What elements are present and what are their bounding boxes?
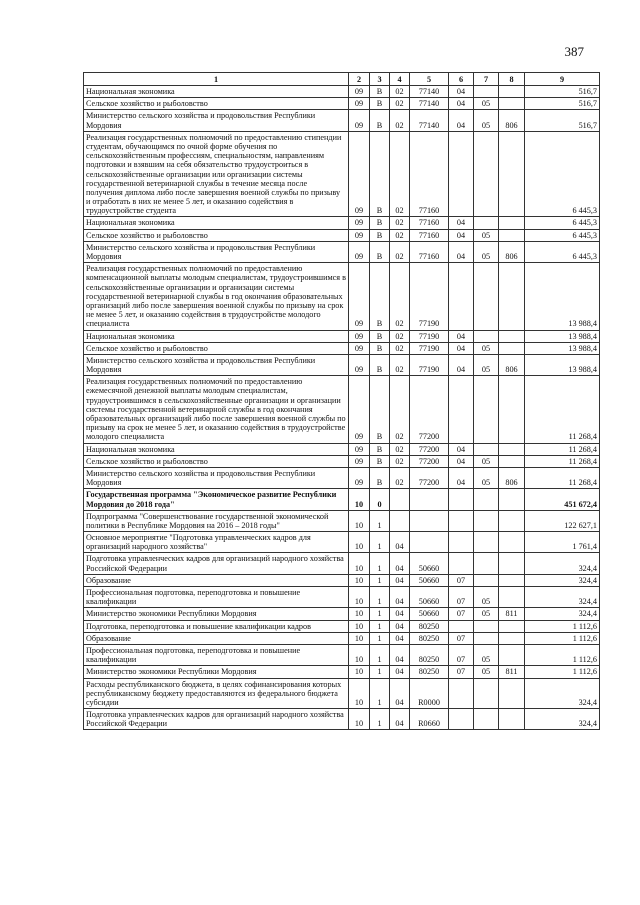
amount-cell: 13 988,4	[525, 330, 600, 342]
amount-cell: 324,4	[525, 587, 600, 608]
amount-cell: 13 988,4	[525, 354, 600, 375]
code-cell: R0000	[410, 678, 449, 709]
row-name: Подпрограмма "Совершенствование государственной экономической политики в Республике Мордовия на 2016 – 2018 годы"	[84, 510, 349, 531]
table-row	[84, 489, 600, 510]
amount-cell: 6 445,3	[525, 229, 600, 241]
column-header: 3	[370, 73, 390, 86]
code-cell: 04	[449, 342, 474, 354]
code-cell: 04	[449, 98, 474, 110]
code-cell: 77160	[410, 241, 449, 262]
code-cell: 04	[390, 587, 410, 608]
code-cell	[449, 510, 474, 531]
code-cell: 09	[349, 86, 370, 98]
code-cell: 10	[349, 574, 370, 586]
code-cell: 05	[474, 241, 499, 262]
code-cell: 77160	[410, 131, 449, 217]
column-header: 2	[349, 73, 370, 86]
row-name: Министерство сельского хозяйства и продовольствия Республики Мордовия	[84, 354, 349, 375]
code-cell	[449, 620, 474, 632]
amount-cell: 6 445,3	[525, 217, 600, 229]
column-header: 8	[499, 73, 525, 86]
code-cell: 04	[390, 632, 410, 644]
table-row	[84, 510, 600, 531]
code-cell: R0660	[410, 709, 449, 730]
amount-cell: 324,4	[525, 678, 600, 709]
table-row	[84, 678, 600, 709]
table-row	[84, 644, 600, 665]
code-cell: 80250	[410, 620, 449, 632]
row-name: Реализация государственных полномочий по предоставлению ежемесячной денежной выплаты молодым специалистам, трудоустроившимся в сельскохозяйственные организации и организации системы государственной ветеринарной службы в год окончания образовательных организаций либо после завершения военной службы по призыву на срок не менее 5 лет, и оказанию содействия в трудоустройстве молодого специалиста	[84, 376, 349, 443]
code-cell: 10	[349, 620, 370, 632]
code-cell	[499, 587, 525, 608]
code-cell	[474, 217, 499, 229]
code-cell: 80250	[410, 644, 449, 665]
row-name: Министерство экономики Республики Мордовия	[84, 608, 349, 620]
code-cell	[410, 510, 449, 531]
row-name: Министерство сельского хозяйства и продовольствия Республики Мордовия	[84, 110, 349, 131]
code-cell: 02	[390, 263, 410, 330]
table-row	[84, 467, 600, 488]
code-cell: 05	[474, 644, 499, 665]
amount-cell: 1 112,6	[525, 620, 600, 632]
amount-cell: 324,4	[525, 574, 600, 586]
code-cell: В	[370, 131, 390, 217]
code-cell: 806	[499, 110, 525, 131]
code-cell: 09	[349, 455, 370, 467]
code-cell: 07	[449, 632, 474, 644]
code-cell: 77140	[410, 110, 449, 131]
row-name: Профессиональная подготовка, переподготовка и повышение квалификации	[84, 587, 349, 608]
code-cell: 10	[349, 644, 370, 665]
row-name: Национальная экономика	[84, 217, 349, 229]
row-name: Национальная экономика	[84, 86, 349, 98]
code-cell: В	[370, 229, 390, 241]
code-cell: 02	[390, 229, 410, 241]
table-row	[84, 217, 600, 229]
row-name: Министерство сельского хозяйства и продовольствия Республики Мордовия	[84, 467, 349, 488]
amount-cell: 6 445,3	[525, 241, 600, 262]
amount-cell: 1 112,6	[525, 632, 600, 644]
code-cell: В	[370, 217, 390, 229]
code-cell: 07	[449, 574, 474, 586]
column-header: 1	[84, 73, 349, 86]
code-cell	[474, 632, 499, 644]
code-cell: 09	[349, 342, 370, 354]
code-cell: 10	[349, 678, 370, 709]
code-cell: 1	[370, 632, 390, 644]
code-cell: 1	[370, 532, 390, 553]
amount-cell: 516,7	[525, 86, 600, 98]
row-name: Национальная экономика	[84, 330, 349, 342]
code-cell: В	[370, 354, 390, 375]
code-cell: 02	[390, 217, 410, 229]
code-cell: 09	[349, 443, 370, 455]
code-cell	[499, 489, 525, 510]
code-cell: 05	[474, 354, 499, 375]
code-cell: 04	[390, 644, 410, 665]
code-cell	[474, 131, 499, 217]
code-cell: 05	[474, 467, 499, 488]
row-name: Реализация государственных полномочий по предоставлению компенсационной выплаты молодым специалистам, трудоустроившимся в сельскохозяйственные организации и организации системы государственной ветеринарной службы в год окончания образовательных организаций либо после завершения военной службы по призыву на срок не менее 5 лет, и оказанию содействия в трудоустройстве молодого специалиста	[84, 263, 349, 330]
code-cell: 10	[349, 532, 370, 553]
code-cell: 10	[349, 489, 370, 510]
amount-cell: 6 445,3	[525, 131, 600, 217]
code-cell: 806	[499, 241, 525, 262]
code-cell: 04	[390, 574, 410, 586]
code-cell	[474, 574, 499, 586]
code-cell: 04	[449, 330, 474, 342]
code-cell	[474, 330, 499, 342]
table-row	[84, 553, 600, 574]
code-cell: 806	[499, 354, 525, 375]
code-cell: 05	[474, 608, 499, 620]
code-cell: 04	[449, 217, 474, 229]
code-cell	[499, 574, 525, 586]
row-name: Расходы республиканского бюджета, в целях софинансирования которых республиканскому бюджету предоставляются из федерального бюджета субсидии	[84, 678, 349, 709]
row-name: Подготовка управленческих кадров для организаций народного хозяйства Российской Федерации	[84, 553, 349, 574]
code-cell: 02	[390, 376, 410, 443]
code-cell: 1	[370, 608, 390, 620]
code-cell	[499, 510, 525, 531]
code-cell: 04	[390, 620, 410, 632]
table-row	[84, 330, 600, 342]
code-cell: 05	[474, 587, 499, 608]
code-cell: 10	[349, 553, 370, 574]
table-row	[84, 354, 600, 375]
budget-table	[83, 72, 600, 730]
code-cell: 77200	[410, 443, 449, 455]
code-cell	[474, 620, 499, 632]
code-cell: 09	[349, 229, 370, 241]
column-header: 7	[474, 73, 499, 86]
code-cell	[499, 342, 525, 354]
column-header: 5	[410, 73, 449, 86]
code-cell: 04	[449, 443, 474, 455]
code-cell: 09	[349, 467, 370, 488]
column-header: 9	[525, 73, 600, 86]
amount-cell: 451 672,4	[525, 489, 600, 510]
code-cell: 80250	[410, 666, 449, 678]
code-cell	[474, 443, 499, 455]
code-cell: 77190	[410, 342, 449, 354]
code-cell: 02	[390, 131, 410, 217]
code-cell	[499, 131, 525, 217]
code-cell	[499, 376, 525, 443]
code-cell: 02	[390, 455, 410, 467]
row-name: Образование	[84, 574, 349, 586]
row-name: Сельское хозяйство и рыболовство	[84, 229, 349, 241]
code-cell: 1	[370, 510, 390, 531]
code-cell: В	[370, 110, 390, 131]
code-cell: 05	[474, 455, 499, 467]
row-name: Сельское хозяйство и рыболовство	[84, 342, 349, 354]
table-body	[84, 86, 600, 730]
code-cell: 77200	[410, 467, 449, 488]
table-row	[84, 608, 600, 620]
code-cell	[474, 86, 499, 98]
code-cell	[474, 510, 499, 531]
code-cell: 02	[390, 342, 410, 354]
code-cell	[499, 263, 525, 330]
column-header: 6	[449, 73, 474, 86]
amount-cell: 324,4	[525, 608, 600, 620]
table-row	[84, 620, 600, 632]
code-cell: 811	[499, 608, 525, 620]
code-cell: 04	[390, 678, 410, 709]
code-cell	[410, 532, 449, 553]
code-cell	[449, 263, 474, 330]
row-name: Министерство сельского хозяйства и продовольствия Республики Мордовия	[84, 241, 349, 262]
code-cell	[410, 489, 449, 510]
code-cell: 1	[370, 644, 390, 665]
row-name: Реализация государственных полномочий по предоставлению стипендии студентам, обучающимся по очной форме обучения по сельскохозяйственным профессиям, специальностям, направлениям подготовки и взявшим на себя обязательство трудоустроиться в сельскохозяйственные организации или организации системы государственной ветеринарной службы в течение месяца после получения диплома либо после завершения военной службы по призыву и отработать в них не менее 5 лет, и оказанию содействия в трудоустройстве студента	[84, 131, 349, 217]
code-cell: 04	[449, 241, 474, 262]
table-row	[84, 455, 600, 467]
table-row	[84, 709, 600, 730]
code-cell	[499, 330, 525, 342]
table-row	[84, 263, 600, 330]
code-cell: 09	[349, 110, 370, 131]
code-cell: В	[370, 241, 390, 262]
table-row	[84, 574, 600, 586]
code-cell	[499, 620, 525, 632]
code-cell: 10	[349, 709, 370, 730]
amount-cell: 516,7	[525, 98, 600, 110]
code-cell	[474, 678, 499, 709]
table-row	[84, 632, 600, 644]
code-cell: 09	[349, 131, 370, 217]
code-cell	[474, 489, 499, 510]
amount-cell: 516,7	[525, 110, 600, 131]
code-cell: В	[370, 455, 390, 467]
row-name: Государственная программа "Экономическое развитие Республики Мордовия до 2018 года"	[84, 489, 349, 510]
code-cell: В	[370, 376, 390, 443]
code-cell: 10	[349, 608, 370, 620]
row-name: Подготовка управленческих кадров для организаций народного хозяйства Российской Федерации	[84, 709, 349, 730]
code-cell	[499, 98, 525, 110]
code-cell: 1	[370, 587, 390, 608]
code-cell	[390, 489, 410, 510]
row-name: Подготовка, переподготовка и повышение квалификации кадров	[84, 620, 349, 632]
code-cell: 05	[474, 342, 499, 354]
amount-cell: 324,4	[525, 709, 600, 730]
table-row	[84, 131, 600, 217]
code-cell	[499, 553, 525, 574]
code-cell: В	[370, 467, 390, 488]
code-cell: 77190	[410, 354, 449, 375]
amount-cell: 324,4	[525, 553, 600, 574]
code-cell	[499, 217, 525, 229]
amount-cell: 13 988,4	[525, 263, 600, 330]
code-cell: 04	[449, 110, 474, 131]
code-cell	[449, 709, 474, 730]
code-cell: 09	[349, 330, 370, 342]
code-cell: 09	[349, 354, 370, 375]
amount-cell: 11 268,4	[525, 455, 600, 467]
code-cell: 02	[390, 443, 410, 455]
code-cell: 04	[390, 709, 410, 730]
amount-cell: 1 112,6	[525, 644, 600, 665]
code-cell: 1	[370, 666, 390, 678]
code-cell: 02	[390, 467, 410, 488]
code-cell: 04	[390, 666, 410, 678]
amount-cell: 122 627,1	[525, 510, 600, 531]
code-cell	[474, 709, 499, 730]
code-cell: 50660	[410, 608, 449, 620]
row-name: Национальная экономика	[84, 443, 349, 455]
code-cell	[474, 376, 499, 443]
code-cell	[499, 709, 525, 730]
code-cell: 1	[370, 574, 390, 586]
code-cell: 09	[349, 263, 370, 330]
code-cell: 05	[474, 229, 499, 241]
code-cell: 02	[390, 110, 410, 131]
code-cell: 04	[449, 354, 474, 375]
code-cell: 04	[390, 553, 410, 574]
code-cell	[474, 553, 499, 574]
amount-cell: 13 988,4	[525, 342, 600, 354]
code-cell: 09	[349, 217, 370, 229]
table-row	[84, 443, 600, 455]
table-row	[84, 241, 600, 262]
code-cell: 04	[449, 229, 474, 241]
code-cell	[499, 455, 525, 467]
code-cell: 04	[449, 455, 474, 467]
code-cell: 05	[474, 98, 499, 110]
code-cell: 77160	[410, 229, 449, 241]
code-cell: 77200	[410, 455, 449, 467]
code-cell: В	[370, 443, 390, 455]
code-cell: В	[370, 86, 390, 98]
code-cell: 07	[449, 587, 474, 608]
table-row	[84, 342, 600, 354]
code-cell	[499, 86, 525, 98]
code-cell: 04	[390, 608, 410, 620]
code-cell	[390, 510, 410, 531]
code-cell: 77160	[410, 217, 449, 229]
code-cell	[449, 131, 474, 217]
amount-cell: 11 268,4	[525, 467, 600, 488]
code-cell: 77200	[410, 376, 449, 443]
code-cell: 09	[349, 241, 370, 262]
code-cell: 09	[349, 98, 370, 110]
table-row	[84, 376, 600, 443]
code-cell: 77140	[410, 98, 449, 110]
amount-cell: 11 268,4	[525, 376, 600, 443]
code-cell: 50660	[410, 574, 449, 586]
row-name: Образование	[84, 632, 349, 644]
amount-cell: 1 112,6	[525, 666, 600, 678]
code-cell: 04	[449, 86, 474, 98]
code-cell: 77190	[410, 263, 449, 330]
code-cell: 07	[449, 644, 474, 665]
row-name: Профессиональная подготовка, переподготовка и повышение квалификации	[84, 644, 349, 665]
code-cell: В	[370, 342, 390, 354]
code-cell: 07	[449, 608, 474, 620]
code-cell	[449, 376, 474, 443]
code-cell	[499, 632, 525, 644]
code-cell: 811	[499, 666, 525, 678]
table-row	[84, 98, 600, 110]
code-cell: 10	[349, 632, 370, 644]
code-cell: 05	[474, 110, 499, 131]
code-cell: 04	[449, 467, 474, 488]
code-cell: 10	[349, 510, 370, 531]
row-name: Сельское хозяйство и рыболовство	[84, 455, 349, 467]
column-header: 4	[390, 73, 410, 86]
table-row	[84, 587, 600, 608]
code-cell: 77190	[410, 330, 449, 342]
code-cell	[449, 678, 474, 709]
code-cell: 02	[390, 98, 410, 110]
code-cell	[449, 532, 474, 553]
code-cell: 04	[390, 532, 410, 553]
table-row	[84, 229, 600, 241]
code-cell	[499, 229, 525, 241]
code-cell: 10	[349, 666, 370, 678]
code-cell	[499, 532, 525, 553]
page-number: 387	[564, 44, 584, 59]
code-cell: 02	[390, 241, 410, 262]
code-cell: 1	[370, 620, 390, 632]
code-cell: 02	[390, 330, 410, 342]
table-row	[84, 110, 600, 131]
code-cell: 05	[474, 666, 499, 678]
table-row	[84, 666, 600, 678]
amount-cell: 11 268,4	[525, 443, 600, 455]
code-cell	[499, 443, 525, 455]
code-cell: 50660	[410, 553, 449, 574]
code-cell	[499, 644, 525, 665]
code-cell: 02	[390, 86, 410, 98]
code-cell: 1	[370, 553, 390, 574]
code-cell	[449, 489, 474, 510]
code-cell	[499, 678, 525, 709]
row-name: Сельское хозяйство и рыболовство	[84, 98, 349, 110]
code-cell: 1	[370, 678, 390, 709]
code-cell: 806	[499, 467, 525, 488]
code-cell: В	[370, 98, 390, 110]
code-cell: 50660	[410, 587, 449, 608]
table-row	[84, 532, 600, 553]
code-cell: 0	[370, 489, 390, 510]
code-cell	[474, 532, 499, 553]
code-cell: 09	[349, 376, 370, 443]
header-row	[84, 73, 600, 86]
code-cell	[449, 553, 474, 574]
code-cell: 10	[349, 587, 370, 608]
code-cell: 1	[370, 709, 390, 730]
code-cell: 77140	[410, 86, 449, 98]
row-name: Министерство экономики Республики Мордовия	[84, 666, 349, 678]
code-cell: 80250	[410, 632, 449, 644]
row-name: Основное мероприятие "Подготовка управленческих кадров для организаций народного хозяйства"	[84, 532, 349, 553]
code-cell: 02	[390, 354, 410, 375]
code-cell: В	[370, 263, 390, 330]
code-cell: В	[370, 330, 390, 342]
table-row	[84, 86, 600, 98]
code-cell	[474, 263, 499, 330]
amount-cell: 1 761,4	[525, 532, 600, 553]
code-cell: 07	[449, 666, 474, 678]
